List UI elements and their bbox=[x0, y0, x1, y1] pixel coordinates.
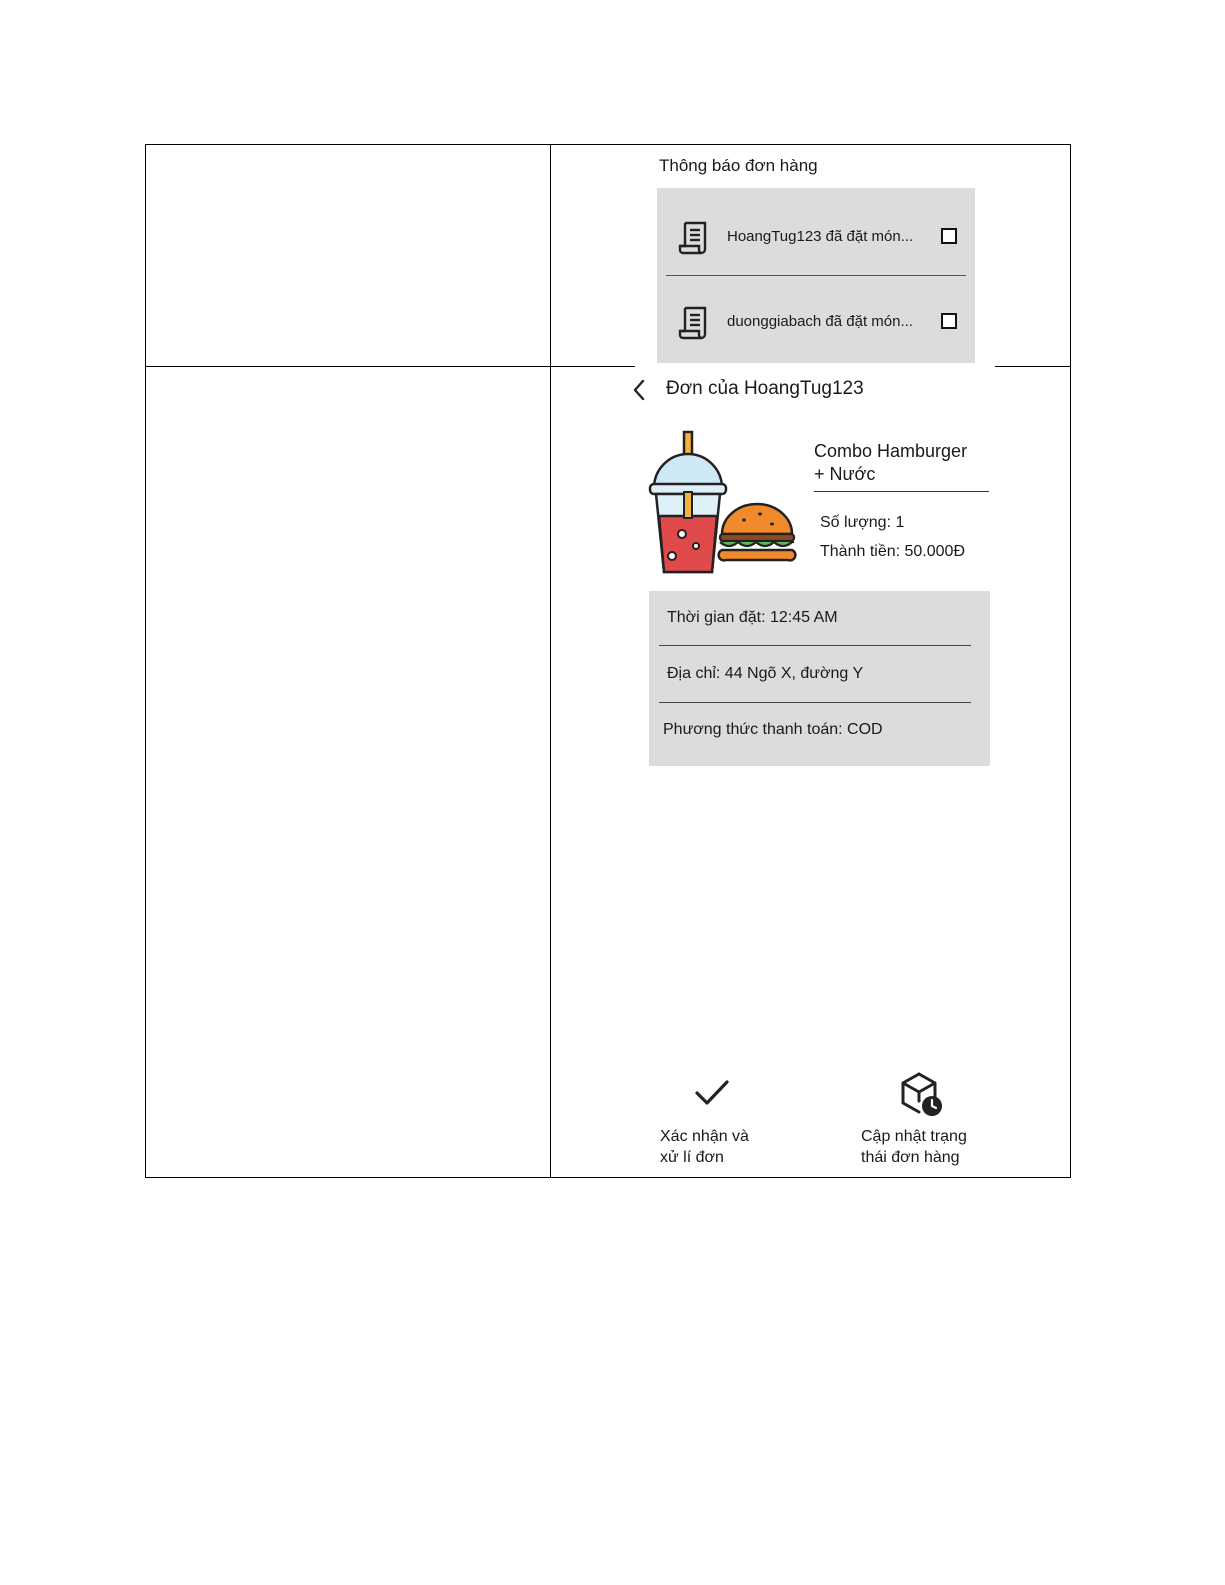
notification-item[interactable] bbox=[657, 278, 975, 358]
product-name bbox=[814, 440, 994, 486]
label-line: thái đơn hàng bbox=[861, 1149, 960, 1166]
order-info-panel bbox=[649, 591, 990, 766]
chevron-left-icon[interactable] bbox=[631, 379, 647, 401]
confirm-order-label bbox=[660, 1126, 820, 1168]
update-status-label bbox=[861, 1126, 1021, 1168]
quantity-text: Số lượng: 1 bbox=[820, 514, 905, 531]
check-icon bbox=[694, 1078, 730, 1108]
total-price-text: Thành tiền: 50.000Đ bbox=[820, 543, 965, 560]
divider bbox=[659, 645, 971, 646]
label-line: Xác nhận và bbox=[660, 1128, 749, 1145]
receipt-icon bbox=[675, 217, 715, 257]
receipt-icon bbox=[675, 302, 715, 342]
page-title: Đơn của HoangTug123 bbox=[666, 378, 864, 399]
product-name-line: Combo Hamburger bbox=[814, 441, 968, 461]
confirm-order-button[interactable] bbox=[660, 1078, 820, 1178]
notification-checkbox[interactable] bbox=[941, 228, 957, 244]
order-address: Địa chỉ: 44 Ngõ X, đường Y bbox=[667, 665, 864, 682]
divider bbox=[814, 491, 989, 492]
divider bbox=[659, 702, 971, 703]
notification-text: duonggiabach đã đặt món... bbox=[727, 313, 913, 330]
notifications-title: Thông báo đơn hàng bbox=[659, 156, 818, 175]
divider bbox=[666, 275, 966, 276]
update-status-button[interactable] bbox=[861, 1078, 1021, 1178]
drink-burger-icon bbox=[648, 430, 798, 580]
payment-method: Phương thức thanh toán: COD bbox=[663, 721, 883, 738]
label-line: Cập nhật trạng bbox=[861, 1128, 967, 1145]
label-line: xử lí đơn bbox=[660, 1149, 724, 1166]
notification-item[interactable] bbox=[657, 193, 975, 273]
table-column-divider bbox=[550, 144, 551, 1178]
notifications-list bbox=[657, 188, 975, 363]
notification-text: HoangTug123 đã đặt món... bbox=[727, 228, 914, 245]
box-clock-icon bbox=[899, 1071, 945, 1119]
order-time: Thời gian đặt: 12:45 AM bbox=[667, 609, 838, 626]
product-name-line: + Nước bbox=[814, 464, 876, 484]
notification-checkbox[interactable] bbox=[941, 313, 957, 329]
